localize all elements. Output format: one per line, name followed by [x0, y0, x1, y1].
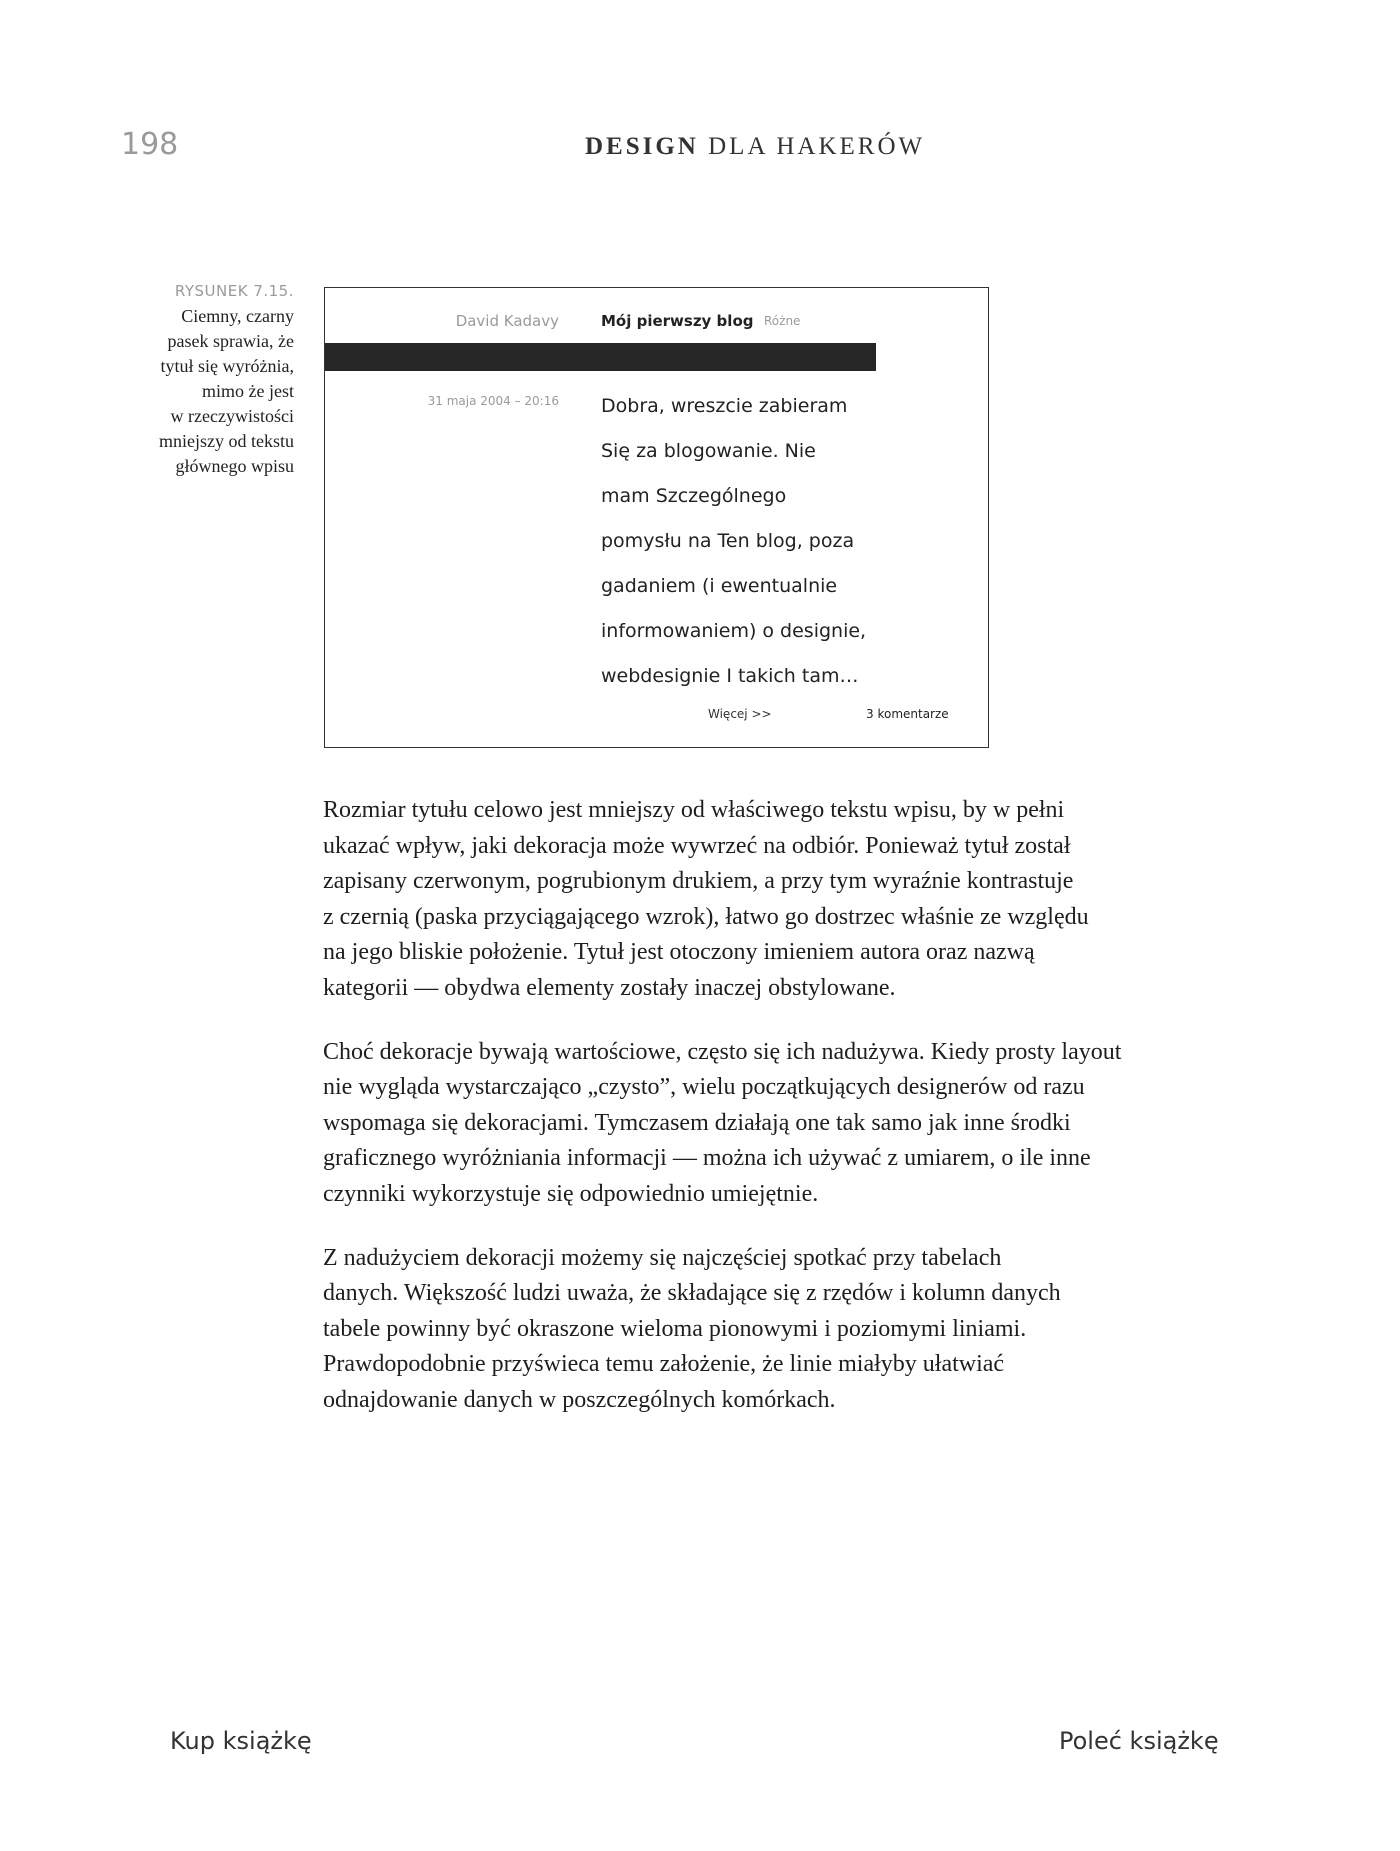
blog-category: Różne: [764, 314, 801, 328]
blog-comments-link: 3 komentarze: [866, 707, 949, 721]
paragraph: [323, 793, 1203, 1007]
blog-post-date: 31 maja 2004 – 20:16: [427, 394, 559, 408]
figure-caption: [100, 284, 294, 479]
figure-caption-label: RYSUNEK 7.15.: [174, 282, 294, 300]
caption-line: tytuł się wyróżnia,: [160, 356, 294, 376]
dark-bar: [325, 343, 876, 371]
body-text: [323, 793, 1203, 1447]
caption-line: mimo że jest: [202, 381, 294, 401]
blog-post-body: [601, 384, 901, 699]
blog-figure: [324, 287, 989, 748]
recommend-book-link[interactable]: Poleć książkę: [1059, 1727, 1219, 1755]
blog-post-line: Dobra, wreszcie zabieram: [601, 395, 848, 417]
text-line: Prawdopodobnie przyświeca temu założenie, że linie miałyby ułatwiać: [323, 1351, 1005, 1378]
text-line: czynniki wykorzystuje się odpowiednio umiejętnie.: [323, 1180, 819, 1207]
figure-caption-text: [100, 304, 294, 479]
blog-post-line: mam Szczególnego: [601, 485, 787, 507]
blog-post-line: gadaniem (i ewentualnie: [601, 575, 838, 597]
text-line: Choć dekoracje bywają wartościowe, często się ich nadużywa. Kiedy prosty layout: [323, 1038, 1122, 1065]
caption-line: mniejszy od tekstu: [159, 431, 294, 451]
paragraph: [323, 1035, 1203, 1213]
caption-line: w rzeczywistości: [170, 406, 294, 426]
blog-post-line: pomysłu na Ten blog, poza: [601, 530, 855, 552]
text-line: danych. Większość ludzi uważa, że składające się z rzędów i kolumn danych: [323, 1280, 1061, 1307]
text-line: nie wygląda wystarczająco „czysto”, wielu początkujących designerów od razu: [323, 1074, 1085, 1101]
page-number: 198: [121, 127, 179, 162]
blog-post-title: Mój pierwszy blog: [601, 312, 754, 330]
text-line: zapisany czerwonym, pogrubionym drukiem, a przy tym wyraźnie kontrastuje: [323, 868, 1074, 895]
text-line: ukazać wpływ, jaki dekoracja może wywrzeć na odbiór. Ponieważ tytuł został: [323, 832, 1071, 859]
blog-author: David Kadavy: [455, 312, 559, 330]
text-line: Z nadużyciem dekoracji możemy się najczęściej spotkać przy tabelach: [323, 1244, 1002, 1271]
blog-more-link: Więcej >>: [708, 707, 772, 721]
caption-line: Ciemny, czarny: [181, 306, 294, 326]
text-line: na jego bliskie położenie. Tytuł jest otoczony imieniem autora oraz nazwą: [323, 939, 1035, 966]
text-line: z czernią (paska przyciągającego wzrok), łatwo go dostrzec właśnie ze względu: [323, 903, 1089, 930]
buy-book-link[interactable]: Kup książkę: [170, 1727, 312, 1755]
text-line: tabele powinny być okraszone wieloma pionowymi i poziomymi liniami.: [323, 1315, 1027, 1342]
blog-post-line: informowaniem) o designie,: [601, 620, 867, 642]
running-head-rest: DLA HAKERÓW: [698, 133, 926, 160]
text-line: wspomaga się dekoracjami. Tymczasem działają one tak samo jak inne środki: [323, 1109, 1071, 1136]
text-line: odnajdowanie danych w poszczególnych komórkach.: [323, 1386, 836, 1413]
text-line: kategorii — obydwa elementy zostały inaczej obstylowane.: [323, 974, 896, 1001]
running-head-bold: DESIGN: [585, 133, 699, 160]
caption-line: pasek sprawia, że: [167, 331, 294, 351]
text-line: graficznego wyróżniania informacji — można ich używać z umiarem, o ile inne: [323, 1145, 1091, 1172]
caption-line: głównego wpisu: [175, 456, 294, 476]
running-head: [585, 134, 925, 159]
blog-post-line: webdesignie I takich tam…: [601, 665, 859, 687]
paragraph: [323, 1241, 1203, 1419]
text-line: Rozmiar tytułu celowo jest mniejszy od właściwego tekstu wpisu, by w pełni: [323, 797, 1065, 823]
blog-post-line: Się za blogowanie. Nie: [601, 440, 816, 462]
